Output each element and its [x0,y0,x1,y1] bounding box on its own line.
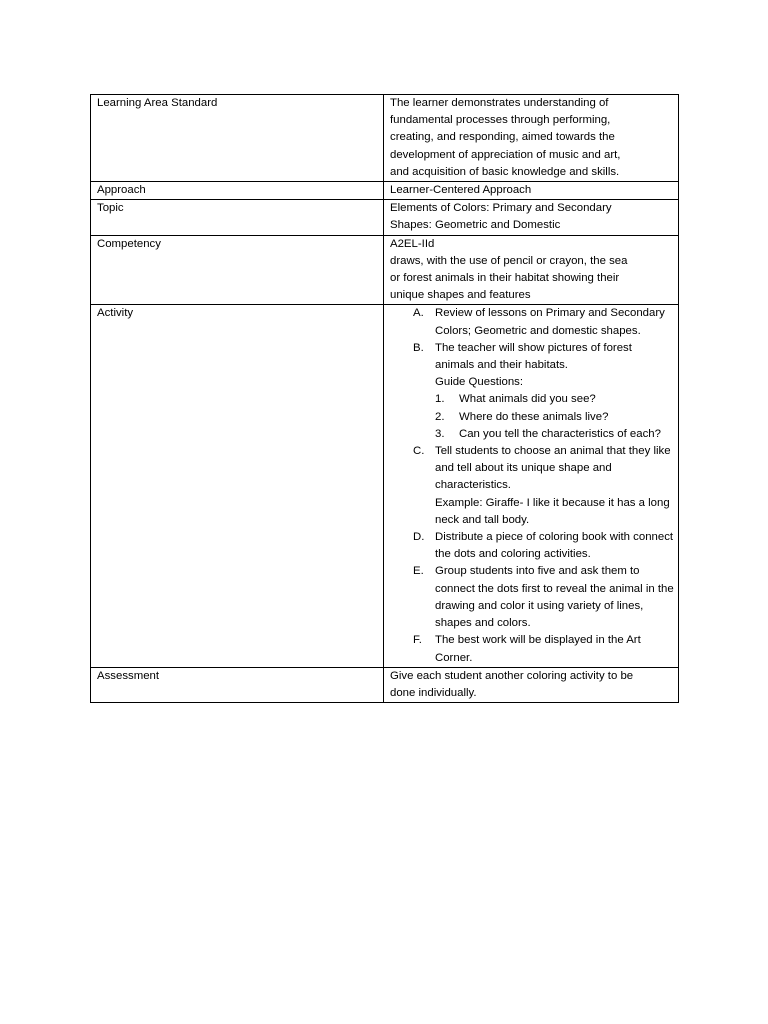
lesson-plan-table [90,94,679,703]
activity-item [390,340,674,443]
assessment-line: done individually. [390,686,477,699]
table-row-standard [91,95,679,182]
standard-label: Learning Area Standard [91,95,384,182]
competency-line: draws, with the use of pencil or crayon, the sea [390,254,628,267]
activity-letter: B. [413,341,424,354]
guide-question-number: 1. [435,393,445,406]
activity-text: The best work will be displayed in the Art Corner. [435,634,641,664]
competency-line: or forest animals in their habitat showing their [390,272,620,285]
activity-item [390,563,674,632]
standard-line: creating, and responding, aimed towards the [390,131,615,144]
activity-letter: F. [413,634,422,647]
approach-label: Approach [91,182,384,200]
table-row-activity [91,305,679,667]
table-row-approach [91,182,679,200]
topic-label: Topic [91,200,384,235]
topic-value [384,200,679,235]
assessment-value [384,667,679,702]
standard-line: and acquisition of basic knowledge and skills. [390,165,620,178]
activity-item [390,632,674,666]
guide-questions-title: Guide Questions: [435,376,524,389]
table-row-competency [91,235,679,305]
standard-line: development of appreciation of music and art, [390,148,621,161]
activity-letter: D. [413,531,425,544]
table-row-topic [91,200,679,235]
table-row-assessment [91,667,679,702]
activity-value [384,305,679,667]
activity-item [390,305,674,339]
activity-item [390,443,674,529]
guide-question-text: Where do these animals live? [459,410,609,423]
guide-question-list [435,391,674,443]
standard-value [384,95,679,182]
activity-letter: C. [413,445,425,458]
competency-value [384,235,679,305]
standard-line: The learner demonstrates understanding of [390,97,609,109]
activity-text: The teacher will show pictures of forest animals and their habitats. [435,341,632,372]
activity-text: Review of lessons on Primary and Secondary Colors; Geometric and domestic shapes. [435,307,665,337]
activity-letter: A. [413,307,424,320]
assessment-line: Give each student another coloring activity to be [390,669,634,682]
guide-question-text: Can you tell the characteristics of each? [459,427,661,440]
guide-question-text: What animals did you see? [459,393,596,406]
guide-question [435,426,674,443]
activity-example: Example: Giraffe- I like it because it has a long neck and tall body. [435,496,670,526]
guide-question [435,391,674,408]
assessment-label: Assessment [91,667,384,702]
approach-value: Learner-Centered Approach [384,182,679,200]
topic-line: Shapes: Geometric and Domestic [390,219,561,232]
competency-line: unique shapes and features [390,289,531,302]
topic-line: Elements of Colors: Primary and Secondary [390,202,612,215]
competency-label: Competency [91,235,384,305]
activity-label: Activity [91,305,384,667]
guide-question [435,409,674,426]
activity-item [390,529,674,563]
activity-text: Group students into five and ask them to connect the dots first to reveal the animal in the drawing and color it using variety of lines, shapes and colors. [435,565,674,630]
guide-question-number: 2. [435,410,445,423]
competency-code: A2EL-IId [390,237,435,250]
guide-question-number: 3. [435,427,445,440]
activity-text: Tell students to choose an animal that they like and tell about its unique shape and characteristics. [435,445,671,492]
standard-line: fundamental processes through performing, [390,114,611,127]
activity-text: Distribute a piece of coloring book with connect the dots and coloring activities. [435,531,674,561]
activity-list [390,305,674,666]
activity-letter: E. [413,565,424,578]
